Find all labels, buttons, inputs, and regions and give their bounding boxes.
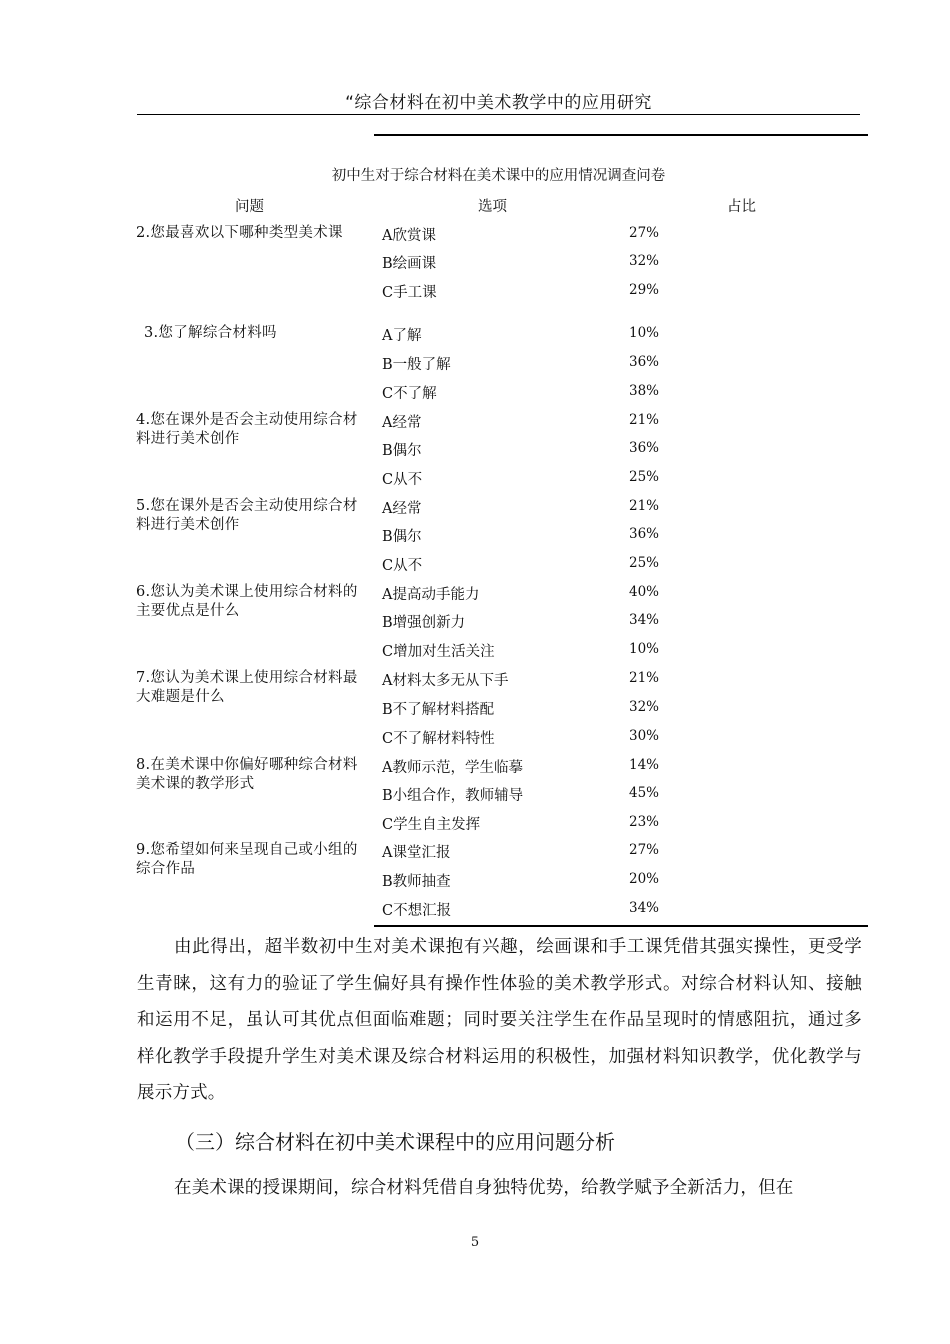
survey-option: C不想汇报 bbox=[382, 903, 452, 919]
column-header-question: 问题 bbox=[235, 199, 264, 215]
survey-question: 7.您认为美术课上使用综合材料最大难题是什么 bbox=[136, 670, 358, 705]
survey-option: B绘画课 bbox=[382, 256, 437, 272]
survey-percent: 25% bbox=[629, 555, 660, 571]
survey-percent: 36% bbox=[629, 354, 660, 370]
survey-option: A经常 bbox=[382, 415, 422, 431]
survey-percent: 21% bbox=[629, 412, 660, 428]
survey-option: B一般了解 bbox=[382, 357, 451, 373]
column-header-option: 选项 bbox=[478, 199, 507, 215]
survey-option: C增加对生活关注 bbox=[382, 644, 495, 660]
page-number: 5 bbox=[470, 1235, 480, 1250]
survey-percent: 29% bbox=[629, 282, 660, 298]
survey-option: B偶尔 bbox=[382, 443, 422, 459]
column-header-percent: 占比 bbox=[727, 199, 756, 215]
survey-title: 初中生对于综合材料在美术课中的应用情况调查问卷 bbox=[331, 168, 666, 184]
survey-percent: 23% bbox=[629, 814, 660, 830]
survey-percent: 27% bbox=[629, 225, 660, 241]
survey-percent: 25% bbox=[629, 469, 660, 485]
survey-percent: 32% bbox=[629, 253, 660, 269]
survey-option: C不了解材料特性 bbox=[382, 731, 495, 747]
survey-percent: 34% bbox=[629, 612, 660, 628]
survey-percent: 10% bbox=[629, 641, 660, 657]
survey-question: 2.您最喜欢以下哪种类型美术课 bbox=[136, 225, 343, 241]
survey-option: B增强创新力 bbox=[382, 615, 466, 631]
survey-option: C从不 bbox=[382, 558, 423, 574]
survey-percent: 34% bbox=[629, 900, 660, 916]
table-bottom-rule bbox=[374, 925, 868, 927]
survey-question: 5.您在课外是否会主动使用综合材料进行美术创作 bbox=[136, 498, 358, 533]
survey-question: 9.您希望如何来呈现自己或小组的综合作品 bbox=[136, 842, 358, 877]
survey-option: B不了解材料搭配 bbox=[382, 702, 495, 718]
survey-percent: 10% bbox=[629, 325, 660, 341]
table-top-rule bbox=[374, 134, 868, 136]
survey-question: 8.在美术课中你偏好哪种综合材料美术课的教学形式 bbox=[136, 757, 358, 792]
survey-option: C从不 bbox=[382, 472, 423, 488]
survey-option: C手工课 bbox=[382, 285, 437, 301]
survey-percent: 20% bbox=[629, 871, 660, 887]
survey-option: A提高动手能力 bbox=[382, 587, 480, 603]
survey-option: A欣赏课 bbox=[382, 228, 436, 244]
survey-option: B偶尔 bbox=[382, 529, 422, 545]
survey-question: 4.您在课外是否会主动使用综合材料进行美术创作 bbox=[136, 412, 358, 447]
section-heading: （三）综合材料在初中美术课程中的应用问题分析 bbox=[175, 1130, 615, 1154]
survey-percent: 21% bbox=[629, 498, 660, 514]
survey-option: B教师抽查 bbox=[382, 874, 451, 890]
survey-percent: 45% bbox=[629, 785, 660, 801]
survey-percent: 36% bbox=[629, 440, 660, 456]
running-header: “综合材料在初中美术教学中的应用研究 bbox=[345, 93, 652, 113]
survey-percent: 32% bbox=[629, 699, 660, 715]
survey-question: 3.您了解综合材料吗 bbox=[144, 325, 277, 341]
survey-percent: 30% bbox=[629, 728, 660, 744]
survey-option: A材料太多无从下手 bbox=[382, 673, 509, 689]
survey-percent: 27% bbox=[629, 842, 660, 858]
continuing-paragraph: 在美术课的授课期间，综合材料凭借自身独特优势，给教学赋予全新活力，但在 bbox=[174, 1178, 794, 1198]
header-rule bbox=[137, 114, 860, 115]
survey-question: 6.您认为美术课上使用综合材料的主要优点是什么 bbox=[136, 584, 358, 619]
survey-option: B小组合作，教师辅导 bbox=[382, 788, 524, 804]
survey-percent: 36% bbox=[629, 526, 660, 542]
survey-option: C学生自主发挥 bbox=[382, 817, 481, 833]
conclusion-paragraph: 由此得出，超半数初中生对美术课抱有兴趣，绘画课和手工课凭借其强实操性，更受学生青睐，这有力的验证了学生偏好具有操作性体验的美术教学形式。对综合材料认知、接触和运用不足，虽认可其优点但面临难题；同时要关注学生在作品呈现时的情感阻抗，通过多样化教学手段提升学生对美术课及综合材料运用的积极性，加强材料知识教学，优化教学与展示方式。 bbox=[137, 937, 862, 1103]
survey-percent: 40% bbox=[629, 584, 660, 600]
survey-option: A了解 bbox=[382, 328, 422, 344]
survey-option: C不了解 bbox=[382, 386, 437, 402]
survey-option: A教师示范，学生临摹 bbox=[382, 760, 523, 776]
survey-percent: 21% bbox=[629, 670, 660, 686]
survey-percent: 14% bbox=[629, 757, 660, 773]
survey-option: A课堂汇报 bbox=[382, 845, 451, 861]
survey-percent: 38% bbox=[629, 383, 660, 399]
survey-option: A经常 bbox=[382, 501, 422, 517]
